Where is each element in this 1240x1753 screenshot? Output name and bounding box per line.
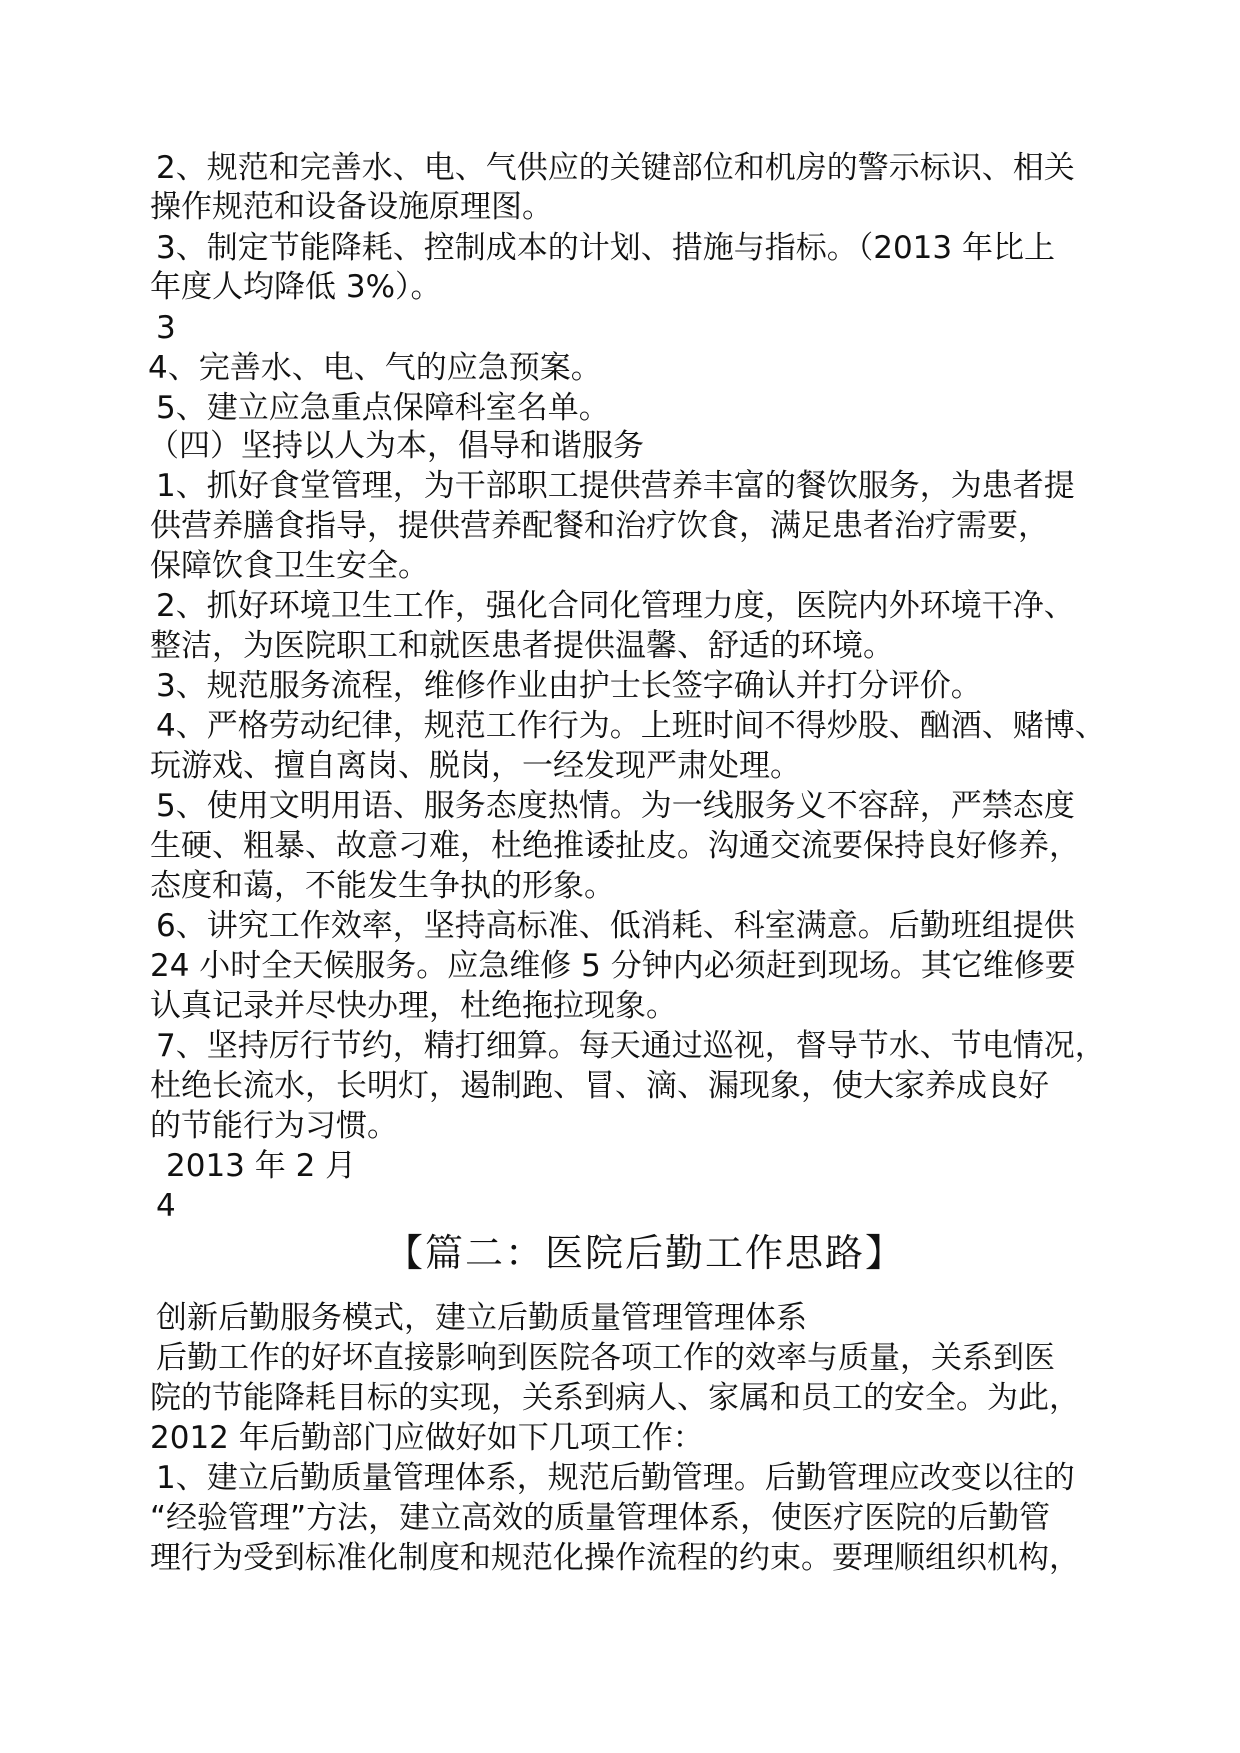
text-line: 24 小时全天候服务。应急维修 5 分钟内必须赶到现场。其它维修要 — [150, 948, 1076, 984]
text-line: 生硬、粗暴、故意刁难，杜绝推诿扯皮。沟通交流要保持良好修养， — [150, 828, 1080, 864]
text-line: 玩游戏、擅自离岗、脱岗，一经发现严肃处理。 — [150, 748, 801, 784]
text-line: 4、严格劳动纪律，规范工作行为。上班时间不得炒股、酗酒、赌博、 — [156, 708, 1106, 744]
text-line: 整洁，为医院职工和就医患者提供温馨、舒适的环境。 — [150, 628, 894, 664]
section-heading: （四）坚持以人为本，倡导和谐服务 — [148, 428, 644, 464]
text-line: 理行为受到标准化制度和规范化操作流程的约束。要理顺组织机构， — [150, 1540, 1080, 1576]
text-line: 的节能行为习惯。 — [150, 1108, 398, 1144]
text-line: 供营养膳食指导，提供营养配餐和治疗饮食，满足患者治疗需要， — [150, 508, 1049, 544]
page-number: 4 — [156, 1188, 176, 1224]
text-line: 年度人均降低 3%）。 — [150, 269, 442, 305]
text-line: 创新后勤服务模式，建立后勤质量管理管理体系 — [156, 1300, 807, 1336]
text-line: 5、使用文明用语、服务态度热情。为一线服务义不容辞，严禁态度 — [156, 788, 1075, 824]
text-line: 后勤工作的好坏直接影响到医院各项工作的效率与质量，关系到医 — [156, 1340, 1055, 1376]
text-line: 保障饮食卫生安全。 — [150, 548, 429, 584]
date-line: 2013 年 2 月 — [166, 1148, 357, 1184]
text-line: 杜绝长流水，长明灯，遏制跑、冒、滴、漏现象，使大家养成良好 — [150, 1068, 1049, 1104]
text-line: “经验管理”方法，建立高效的质量管理体系，使医疗医院的后勤管 — [150, 1500, 1051, 1536]
text-line: 认真记录并尽快办理，杜绝拖拉现象。 — [150, 988, 677, 1024]
text-line: 3、制定节能降耗、控制成本的计划、措施与指标。（2013 年比上 — [156, 230, 1055, 266]
text-line: 4、完善水、电、气的应急预案。 — [148, 350, 602, 386]
text-line: 操作规范和设备设施原理图。 — [150, 189, 553, 225]
text-line: 3、规范服务流程，维修作业由护士长签字确认并打分评价。 — [156, 668, 982, 704]
text-line: 院的节能降耗目标的实现，关系到病人、家属和员工的安全。为此， — [150, 1380, 1080, 1416]
page-number: 3 — [156, 310, 176, 346]
text-line: 7、坚持厉行节约，精打细算。每天通过巡视，督导节水、节电情况， — [156, 1028, 1106, 1064]
text-line: 2012 年后勤部门应做好如下几项工作： — [150, 1420, 704, 1456]
section-title: 【篇二：医院后勤工作思路】 — [385, 1231, 906, 1275]
text-line: 态度和蔼，不能发生争执的形象。 — [150, 868, 615, 904]
text-line: 6、讲究工作效率，坚持高标准、低消耗、科室满意。后勤班组提供 — [156, 908, 1075, 944]
text-line: 1、建立后勤质量管理体系，规范后勤管理。后勤管理应改变以往的 — [156, 1460, 1075, 1496]
text-line: 5、建立应急重点保障科室名单。 — [156, 390, 610, 426]
text-line: 2、抓好环境卫生工作，强化合同化管理力度，医院内外环境干净、 — [156, 588, 1075, 624]
text-line: 2、规范和完善水、电、气供应的关键部位和机房的警示标识、相关 — [156, 150, 1075, 186]
text-line: 1、抓好食堂管理，为干部职工提供营养丰富的餐饮服务，为患者提 — [156, 468, 1075, 504]
